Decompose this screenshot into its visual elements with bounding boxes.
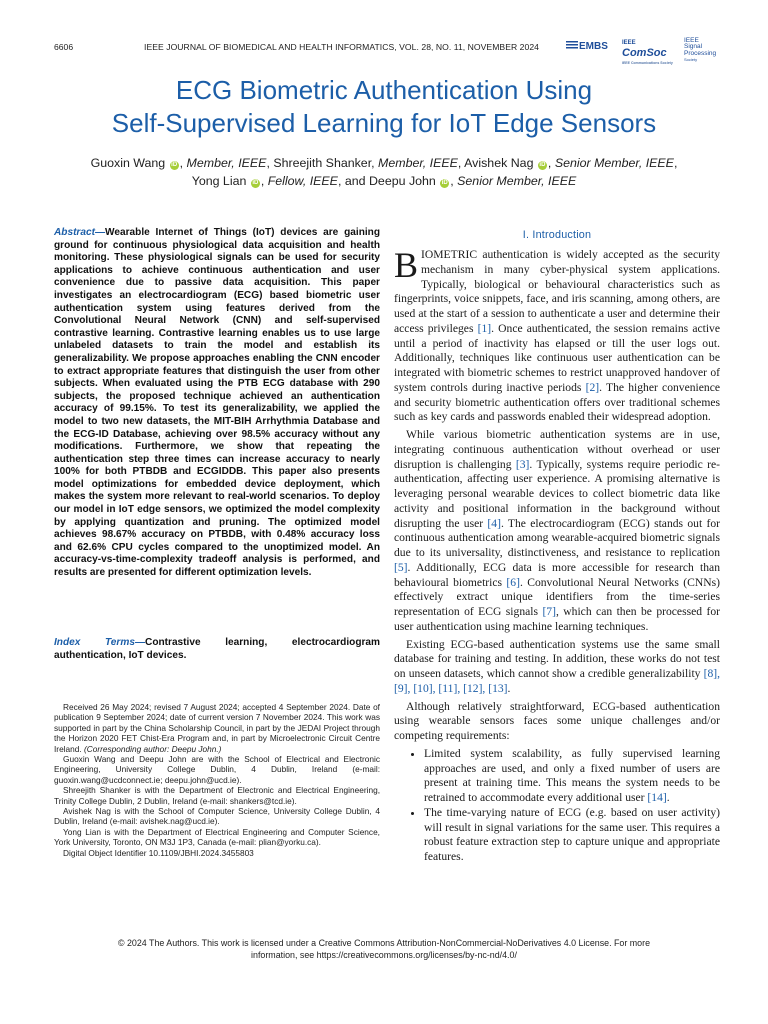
orcid-icon[interactable]: iD [441,180,448,186]
citation-link[interactable]: [14] [647,791,667,804]
challenge-list [394,747,720,865]
author-name: Shreejith Shanker [273,156,372,170]
title-line-1: ECG Biometric Authentication Using [175,75,593,105]
citation-link[interactable]: [1] [477,321,492,335]
list-item: • Limited system scalability, as fully supervised learning approaches are used, and only a fixed number of users are present at training time. This means the system needs to be retrained to accommodate every additional user [14]. [424,747,720,806]
citation-link[interactable]: [6] [506,575,520,589]
paper-title [40,74,728,140]
affiliation-3: Avishek Nag is with the School of Computer Science, University College Dublin, 4 Dublin, Ireland (e-mail: avishek.nag@ucd.ie). [54,806,380,827]
author-name: Guoxin Wang [90,156,166,170]
doi[interactable]: Digital Object Identifier 10.1109/JBHI.2024.3455803 [63,847,254,858]
affiliation-1: Guoxin Wang and Deepu John are with the School of Electrical and Electronic Engineering, University College Dublin, 4 Dublin, Ireland (e-mail: guoxin.wang@ucdconnect.ie; deepu.john@ucd.ie). [54,754,380,785]
embs-logo: EMBS [566,41,608,52]
affiliation-2: Shreejith Shanker is with the Department of Electronic and Electrical Engineering, Trinity College Dublin, 2 Dublin, Ireland (e-mail: shankers@tcd.ie). [54,785,380,806]
index-terms-label: Index Terms [54,637,135,648]
abstract-label: Abstract [54,227,95,238]
running-header [54,37,717,65]
footnotes [54,702,380,858]
author-role: Member, IEEE [186,156,267,170]
citation-link[interactable]: [7] [542,605,556,618]
paragraph: Existing ECG-based authentication systems use the same small database for training and testing. In addition, these works do not test on unseen datasets, which cannot show a credible generalizability [8], [9], [10], [11], [12], [13]. [394,637,720,695]
orcid-icon[interactable]: iD [171,162,178,168]
copyright-notice [58,938,710,961]
copyright-line-1: © 2024 The Authors. This work is licensed under a Creative Commons Attribution-NonCommercial-NoDerivatives 4.0 License. For more [117,938,651,948]
affiliation-4: Yong Lian is with the Department of Electrical Engineering and Computer Science, York University, Toronto, ON M3J 1P3, Canada (e-mail: plian@yorku.ca). [54,826,380,848]
introduction-body [394,245,721,865]
paragraph: While various biometric authentication systems are in use, integrating continuous authentication without overhead or user disruption is challenging [3]. Typically, systems require periodic re-authentication, affecting user experience. A promising alternative is leveraging personal wearable devices to collect biometric data like activity and positional information in the background without disrupting the user [4]. The electrocardiogram (ECG) stands out for continuous authentication among wearable-acquired biometric signals due to its universality, distinctiveness, and resistance to replication [5]. Additionally, ECG data is more accessible for research than behavioural biometrics [6]. Convolutional Neural Networks (CNNs) effectively extract unique identifiers from the time-series representation of ECG signals [7], which can then be processed for user authentication using machine learning techniques. [394,428,721,633]
author-role: Senior Member, IEEE [457,174,577,188]
author-role: Fellow, IEEE [267,174,338,188]
journal-name: IEEE JOURNAL OF BIOMEDICAL AND HEALTH INFORMATICS, VOL. 28, NO. 11, NOVEMBER 2024 [144,42,539,52]
paragraph: BIOMETRIC authentication is widely accepted as the security mechanism in many cyber-physical system applications. Typically, biological or behavioural characteristics such as fingerprints, voice snippets, face, and iris scanning, among others, are used at the start of a session to authenticate a user and determine their access privileges [1]. Once authenticated, the session remains active until a period of inactivity has elapsed or till the user logs out. Additionally, techniques like continuous user authentication can be integrated with biometric schemes to restrict unapproved handover of system controls during inactive periods [2]. The higher convenience and security biometric authentication offers over traditional schemes such as key cards and passwords enabled their widespread adoption. [394,245,720,424]
author-name: Deepu John [368,174,436,188]
citation-link[interactable]: [5] [394,560,408,574]
paragraph: Although relatively straightforward, ECG-based authentication using wearable sensors faces some unique challenges and/or competing requirements: [394,699,720,742]
drop-cap: B [394,245,419,285]
abstract: Abstract—Wearable Internet of Things (IoT) devices are gaining ground for continuous physiological data acquisition and health monitoring. These physiological signals can be used for security applications to achieve continuous authentication and user convenience due to passive data acquisition. This paper investigates an electrocardiogram (ECG) based biometric user authentication system using features derived from the Convolutional Neural Network (CNN) and self-supervised contrastive learning. Contrastive learning enables us to use large unlabeled datasets to train the model and establish its generalizability. We propose approaches enabling the CNN encoder to extract appropriate features that distinguish the user from other subjects. When evaluated using the PTB ECG database with 290 subjects, the proposed technique achieved an authentication accuracy of 99.15%. To test its generalizability, we applied the model to two new datasets, the MIT-BIH Arrhythmia Database and the ECG-ID Database, achieving over 98.5% accuracy without any modifications. Furthermore, we show that repeating the authentication step three times can increase accuracy to nearly 100% for both PTBDB and ECGIDDB. This paper also presents model optimizations for embedded device deployment, which makes the system more relevant to real-world scenarios. To deploy our model in IoT edge sensors, we optimized the model complexity by applying quantization and pruning. The optimized model achieves 98.67% accuracy on PTBDB, with 0.48% accuracy loss and 62.6% CPU cycles compared to the unoptimized model. An accuracy-vs-time-complexity tradeoff analysis is performed, and results are presented for different optimization levels. [54,227,380,579]
citation-link[interactable]: [2] [585,380,600,394]
comsoc-logo: IEEE ComSoc IEEE Communications Society [622,40,673,65]
author-name: Yong Lian [191,174,247,188]
abstract-text: Wearable Internet of Things (IoT) devices are gaining ground for continuous physiological data acquisition and health monitoring. These physiological signals can be used for security applications to achieve continuous authentication and user convenience due to passive data acquisition. This paper investigates an electrocardiogram (ECG) based biometric user authentication system using features derived from the Convolutional Neural Network (CNN) and self-supervised contrastive learning. Contrastive learning enables us to use large unlabeled datasets to train the model and establish its generalizability. We propose approaches enabling the CNN encoder to extract appropriate features that distinguish the user from other subjects. When evaluated using the PTB ECG database with 290 subjects, the proposed technique achieved an authentication accuracy of 99.15%. To test its generalizability, we applied the model to two new datasets, the MIT-BIH Arrhythmia Database and the ECG-ID Database, achieving over 98.5% accuracy without any modifications. Furthermore, we show that repeating the authentication step three times can increase accuracy to nearly 100% for both PTBDB and ECGIDDB. This paper also presents model optimizations for embedded device deployment, which makes the system more relevant to real-world scenarios. To deploy our model in IoT edge sensors, we optimized the model complexity by applying quantization and pruning. The optimized model achieves 98.67% accuracy on PTBDB, with 0.48% accuracy loss and 62.6% CPU cycles compared to the unoptimized model. An accuracy-vs-time-complexity tradeoff analysis is performed, and results are presented for different optimization levels. [54,227,380,579]
citation-link[interactable]: [8], [9], [10], [11], [12], [13] [394,667,720,695]
title-line-2: Self-Supervised Learning for IoT Edge Sensors [111,108,657,138]
index-terms-text: Contrastive learning, electrocardiogram authentication, IoT devices. [54,637,380,661]
corresponding-author: (Corresponding author: Deepu John.) [84,743,222,754]
orcid-icon[interactable]: iD [252,180,259,186]
orcid-icon[interactable]: iD [539,162,546,168]
author-role: Member, IEEE [378,156,458,170]
page-number: 6606 [54,42,74,52]
author-role: Senior Member, IEEE [554,156,674,170]
citation-link[interactable]: [3] [515,457,530,471]
list-item: • The time-varying nature of ECG (e.g. based on user activity) will result in signal variations for the same user. This requires a robust feature extraction step to capture unique and appropriate features. [424,806,720,865]
signal-processing-logo: IEEE Signal Processing Society [684,37,717,62]
author-name: Avishek Nag [464,156,534,170]
society-logos [566,37,726,65]
section-heading: I. Introduction [522,229,592,241]
author-conjunction: and [344,174,366,188]
index-terms: Index Terms—Contrastive learning, electrocardiogram authentication, IoT devices. [54,637,380,661]
author-list: Guoxin Wang iD , Member, IEEE, Shreejith Shanker, Member, IEEE, Avishek Nag iD , Senior Member, IEEE, Yong Lian iD , Fellow, IEEE, and Deepu John iD , Senior Member, IEEE [90,156,678,188]
citation-link[interactable]: [4] [487,516,501,530]
copyright-line-2[interactable]: information, see https://creativecommons.org/licenses/by-nc-nd/4.0/ [251,949,517,960]
received-note: Received 26 May 2024; revised 7 August 2024; accepted 4 September 2024. Date of publication 9 September 2024; date of current version 7 November 2024. This work was supported in part by the China Scholarship Council, in part by the JEDAI Project through the Horizon 2020 FET Chist-Era Program and, in part by Microelectronic Circuit Centre Ireland. [54,702,380,754]
